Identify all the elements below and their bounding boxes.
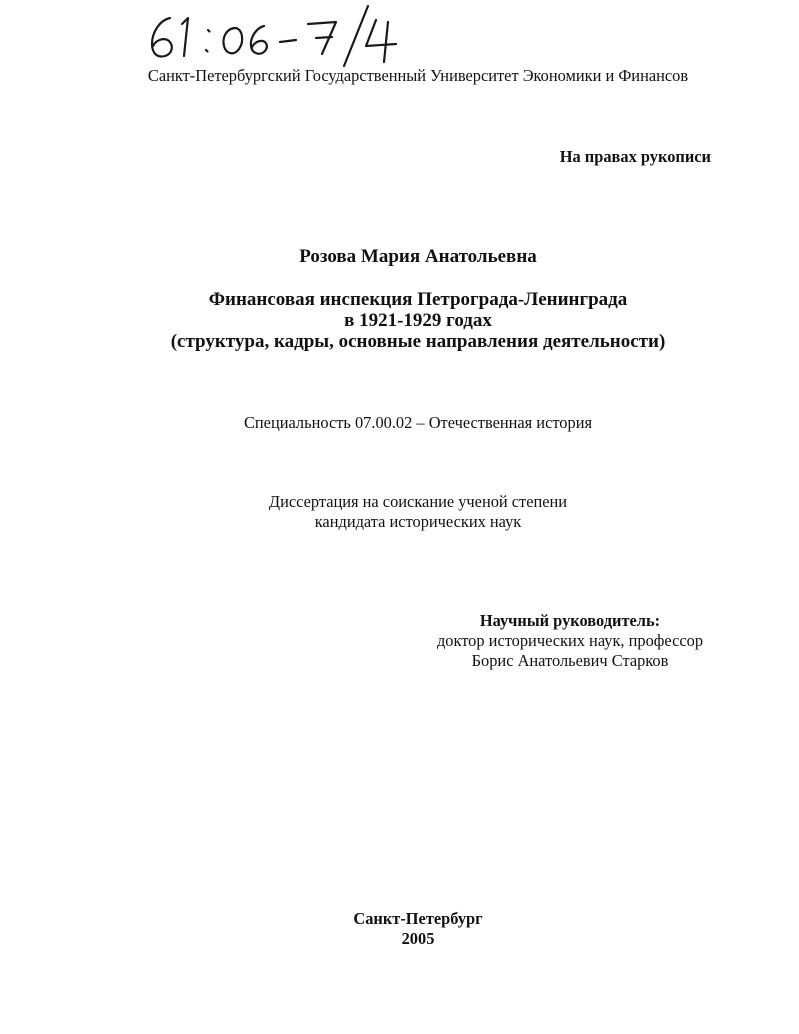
handwritten-archive-code [140, 2, 410, 70]
author-name: Розова Мария Анатольевна [299, 246, 537, 267]
manuscript-rights-note: На правах рукописи [559, 147, 711, 166]
university-name: Санкт-Петербургский Государственный Университет Экономики и Финансов [147, 66, 689, 85]
supervisor-heading: Научный руководитель: [479, 611, 661, 630]
handwritten-archive-code-drawing [140, 2, 410, 70]
dissertation-line-1: Диссертация на соискание ученой степени [268, 492, 568, 511]
supervisor-name: Борис Анатольевич Старков [471, 651, 669, 670]
thesis-title-line-2: в 1921-1929 годах [344, 310, 492, 331]
footer [0, 909, 799, 949]
dissertation-degree [0, 492, 799, 532]
dissertation-line-2: кандидата исторических наук [314, 512, 522, 531]
specialty: Специальность 07.00.02 – Отечественная история [243, 413, 593, 432]
supervisor-block [420, 611, 720, 671]
thesis-title-line-1: Финансовая инспекция Петрограда-Ленинграда [208, 289, 628, 310]
supervisor-credentials: доктор исторических наук, профессор [436, 631, 704, 650]
footer-city: Санкт-Петербург [353, 909, 483, 928]
thesis-title [0, 289, 799, 352]
footer-year: 2005 [401, 929, 435, 948]
thesis-title-line-3: (структура, кадры, основные направления деятельности) [170, 331, 666, 352]
